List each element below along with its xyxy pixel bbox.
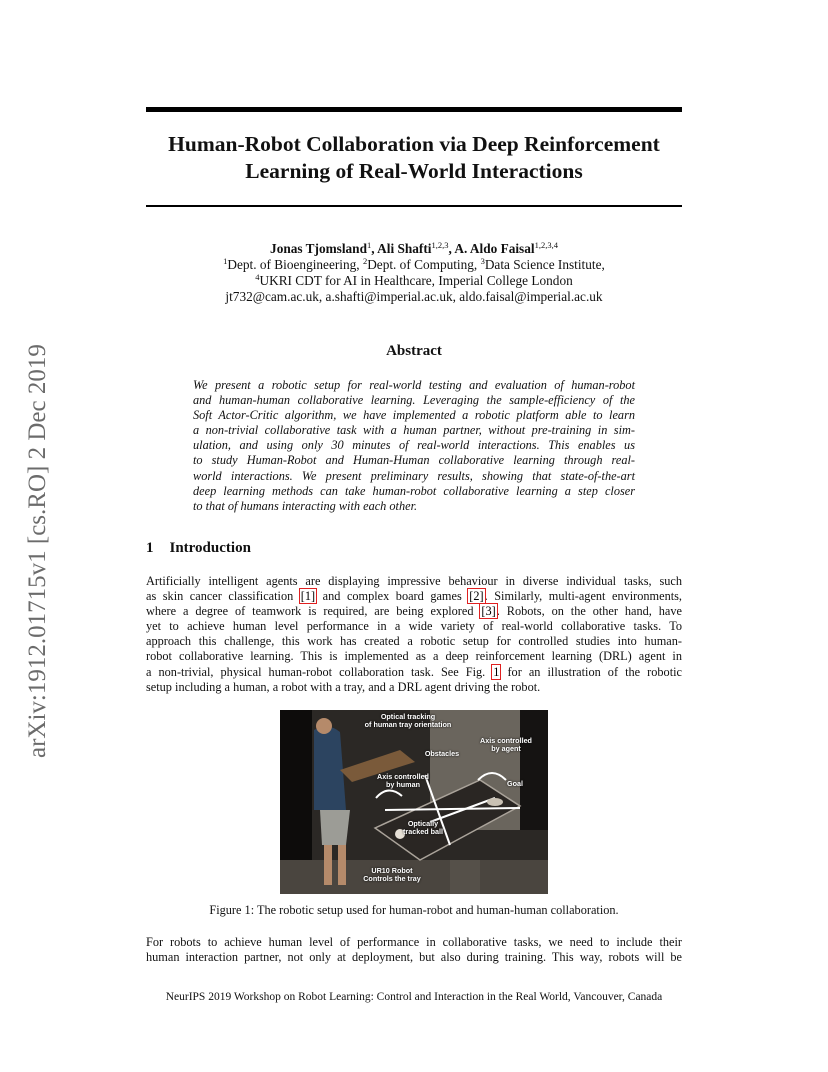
abstract-line: world interactions. We present preliminary results, showing that state-of-the-art: [193, 468, 635, 483]
figure-caption: Figure 1: The robotic setup used for human-robot and human-human collaboration.: [209, 903, 619, 917]
author-block: [146, 241, 682, 305]
body-line: For robots to achieve human level of performance in collaborative tasks, we need to include their: [146, 935, 682, 949]
section-title: Introduction: [169, 540, 251, 556]
intro-line: [146, 589, 682, 604]
author-1: Jonas Tjomsland: [270, 241, 367, 256]
affiliation-line-2: [146, 273, 682, 289]
abstract-line: a non-trivial collaborative task with a human partner, without pre-training in sim-: [193, 423, 635, 438]
affiliation-line-1: [146, 257, 682, 273]
arxiv-stamp: [14, 290, 54, 760]
author-names: Jonas Tjomsland$^1$, Ali Shafti$^{1,2,3}$, A. Aldo Faisal$^{1,2,3,4}$: [270, 240, 558, 256]
author-2: Ali Shafti: [377, 241, 432, 256]
intro-paragraph: [146, 574, 682, 695]
intro-line: [146, 604, 682, 619]
aff-sup-1: 1: [223, 256, 228, 266]
intro-line: yet to achieve human level performance in a wide variety of real-world collaborative tasks. To: [146, 619, 682, 634]
aff-sup-4: 4: [255, 272, 260, 282]
label-goal: Goal: [507, 779, 523, 788]
text-run: a non-trivial, physical human-robot collaboration task. See Fig.: [146, 664, 493, 679]
label-ur10-robot: UR10 Robot Controls the tray: [363, 866, 421, 883]
title-line-1: Human-Robot Collaboration via Deep Reinforcement: [168, 132, 660, 156]
section-number: 1: [146, 540, 154, 556]
citation-link-3[interactable]: [3]: [481, 604, 496, 619]
abstract-line: We present a robotic setup for real-world testing and evaluation of human-robot: [193, 378, 635, 392]
author-3: A. Aldo Faisal: [454, 241, 535, 256]
section-heading: [146, 540, 251, 557]
citation-link-2[interactable]: [2]: [469, 589, 484, 604]
title-rule: [146, 205, 682, 207]
body-line: human interaction partner, not only at deployment, but also during training. This way, robots will be: [146, 950, 682, 965]
label-axis-agent: Axis controlled by agent: [480, 736, 532, 753]
intro-line: robot collaborative learning. This is implemented as a deep reinforcement learning (DRL) agent in: [146, 649, 682, 664]
abstract-line: ulation, and using only 30 minutes of real-world interactions. This enables us: [193, 438, 635, 453]
paper-title: [146, 131, 682, 185]
label-optical-tracking: Optical tracking of human tray orientation: [364, 712, 452, 729]
text-run: . Similarly, multi-agent environments,: [484, 589, 682, 604]
top-rule: [146, 107, 682, 112]
aff-sup-2: 2: [362, 256, 368, 266]
abstract-line: Soft Actor-Critic algorithm, we have implemented a robotic platform able to learn: [193, 408, 635, 423]
text-run: . Robots, on the other hand, have: [496, 604, 682, 619]
figure-1-photo: [280, 710, 548, 894]
arxiv-id-text: arXiv:1912.01715v1 [cs.RO] 2 Dec 2019: [24, 344, 51, 758]
citation-link-1[interactable]: [1]: [300, 589, 316, 604]
abstract-body: [193, 378, 635, 514]
label-obstacles: Obstacles: [424, 749, 460, 758]
abstract-line: to that of humans interacting with each other.: [193, 498, 418, 513]
abstract-line: and human-human collaborative learning. Leveraging the sample-efficiency of the: [193, 393, 635, 408]
page-footer: NeurIPS 2019 Workshop on Robot Learning: Control and Interaction in the Real World, Vancouver, Canada: [165, 991, 663, 1003]
intro-line: [146, 665, 682, 680]
abstract-heading: Abstract: [386, 343, 442, 359]
author-1-sup: 1: [366, 240, 372, 250]
intro-line: approach this challenge, this work has created a robotic setup for controlled studies into human-: [146, 634, 682, 649]
author-3-sup: 1,2,3,4: [534, 240, 558, 250]
intro-line: setup including a human, a robot with a tray, and a DRL agent driving the robot.: [146, 679, 541, 694]
abstract-line: to study Human-Robot and Human-Human collaborative learning through real-: [193, 453, 635, 468]
affiliation-2: Dept. of Computing,: [367, 257, 481, 272]
text-run: and complex board games: [316, 589, 469, 604]
title-line-2: Learning of Real-World Interactions: [245, 159, 583, 183]
label-axis-human: Axis controlled by human: [377, 772, 429, 789]
text-run: for an illustration of the robotic: [500, 664, 682, 679]
text-run: where a degree of teamwork is required, are being explored: [146, 604, 481, 619]
text-run: as skin cancer classification: [146, 589, 300, 604]
aff-sup-3: 3: [480, 256, 485, 266]
body-paragraph: [146, 935, 682, 965]
affiliation-1: Dept. of Bioengineering,: [227, 257, 363, 272]
affiliation-4: UKRI CDT for AI in Healthcare, Imperial College London: [259, 273, 573, 288]
affiliation-3: Data Science Institute,: [484, 257, 605, 272]
figure-ref-link[interactable]: 1: [493, 664, 500, 679]
abstract-line: deep learning methods can take human-robot collaborative learning a step closer: [193, 483, 635, 498]
author-emails: jt732@cam.ac.uk, a.shafti@imperial.ac.uk, aldo.faisal@imperial.ac.uk: [225, 289, 603, 304]
author-2-sup: 1,2,3: [431, 240, 449, 250]
intro-line: Artificially intelligent agents are displaying impressive behaviour in diverse individual tasks, such: [146, 574, 682, 588]
label-tracked-ball: Optically tracked ball: [403, 819, 443, 836]
